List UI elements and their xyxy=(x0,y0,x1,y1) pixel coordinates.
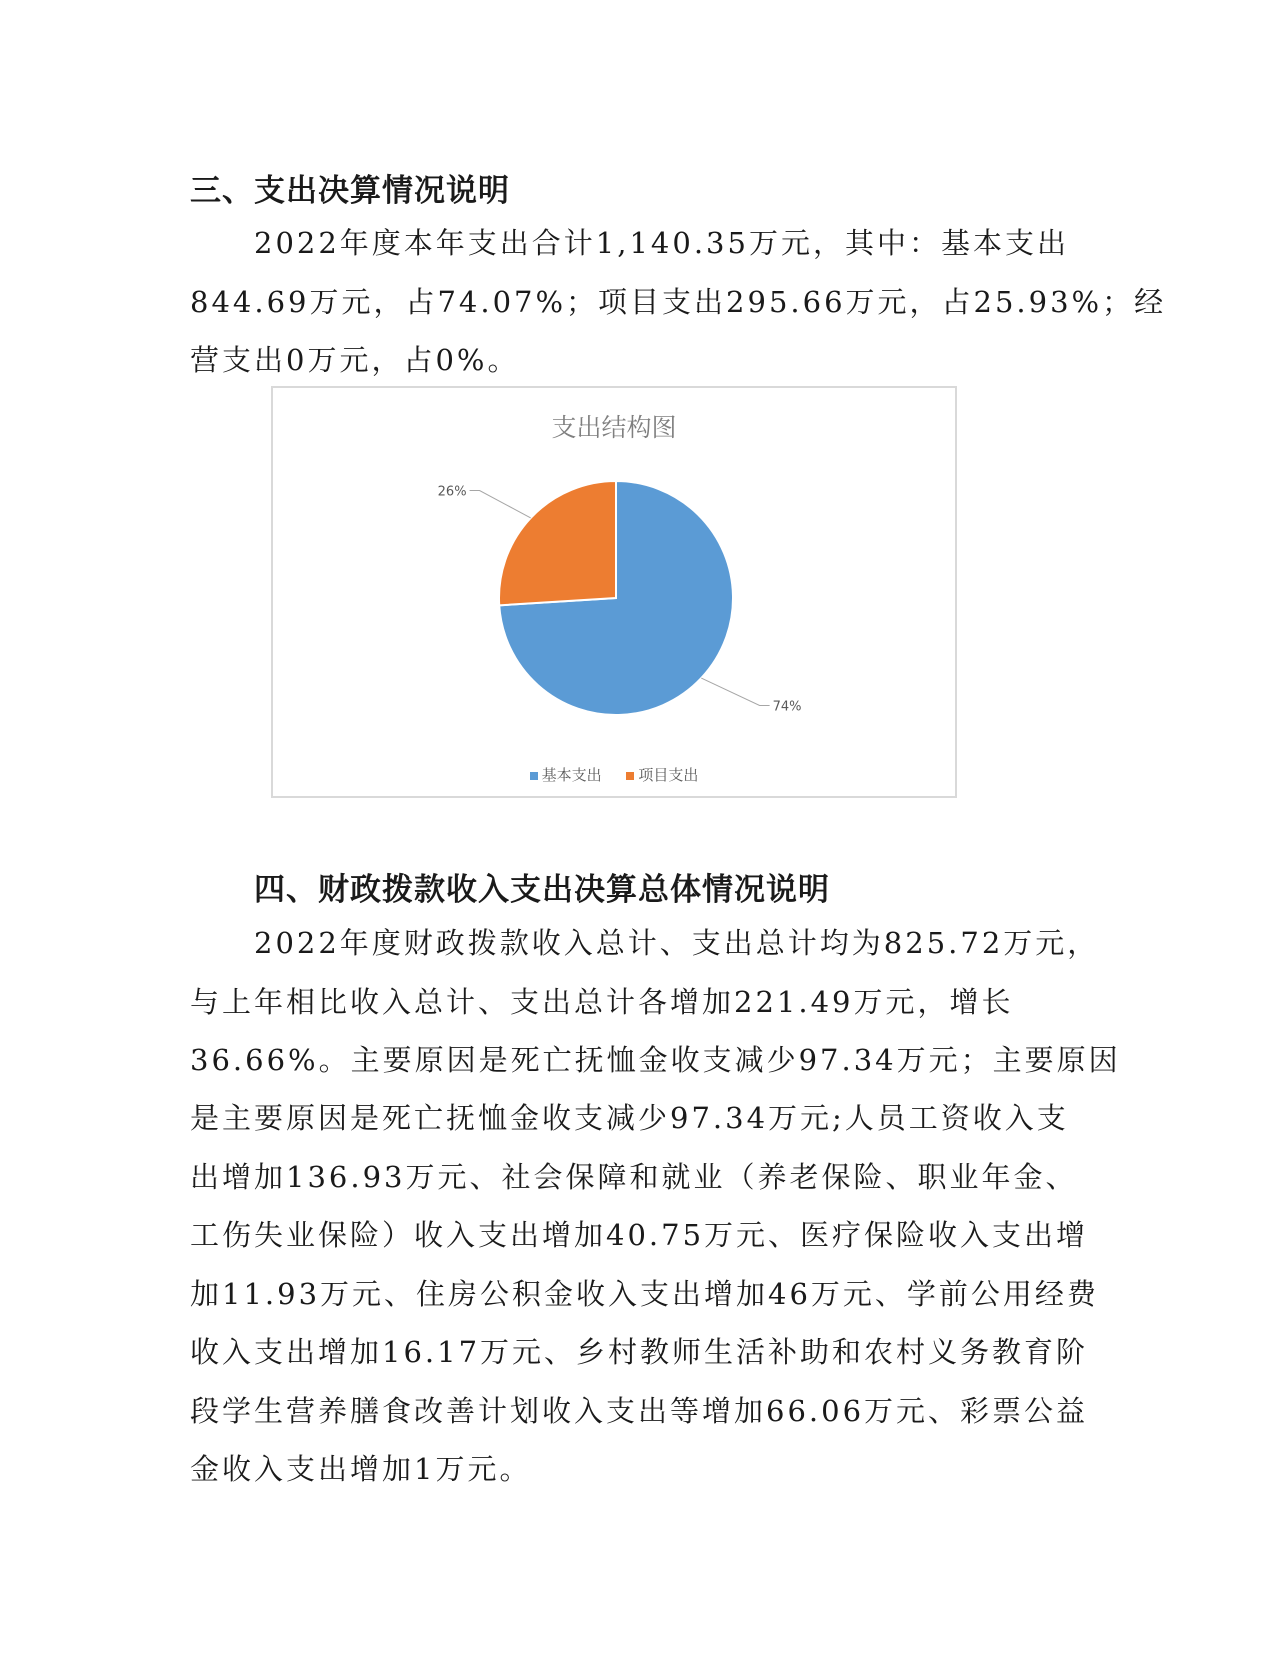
leader-line-1 xyxy=(470,491,531,518)
legend-label-basic: 基本支出 xyxy=(541,766,602,784)
legend-swatch-project xyxy=(626,772,634,780)
leader-line-0 xyxy=(701,678,769,705)
pie-svg xyxy=(273,388,959,800)
section3-line: 营支出0万元，占0%。 xyxy=(190,343,520,377)
chart-legend xyxy=(273,764,955,785)
section3-line: 2022年度本年支出合计1,140.35万元，其中：基本支出 xyxy=(254,226,1069,260)
section4-line: 段学生营养膳食改善计划收入支出等增加66.06万元、彩票公益 xyxy=(190,1394,1089,1428)
legend-item-project xyxy=(626,764,698,785)
legend-label-project: 项目支出 xyxy=(638,766,699,784)
data-label-1: 26% xyxy=(437,484,467,500)
data-label-0: 74% xyxy=(772,699,802,715)
section3-line: 844.69万元，占74.07%；项目支出295.66万元，占25.93%；经 xyxy=(190,285,1167,319)
section4-line: 与上年相比收入总计、支出总计各增加221.49万元，增长 xyxy=(190,985,1014,1019)
section4-line: 36.66%。主要原因是死亡抚恤金收支减少97.34万元；主要原因 xyxy=(190,1043,1121,1077)
chart-title: 支出结构图 xyxy=(551,413,677,442)
expenditure-pie-chart xyxy=(271,386,957,798)
pie-slice-1 xyxy=(499,481,616,605)
section4-line: 金收入支出增加1万元。 xyxy=(190,1452,532,1486)
section4-line: 是主要原因是死亡抚恤金收支减少97.34万元;人员工资收入支 xyxy=(190,1101,1069,1135)
section4-line: 工伤失业保险）收入支出增加40.75万元、医疗保险收入支出增 xyxy=(190,1218,1089,1252)
section4-heading: 四、财政拨款收入支出决算总体情况说明 xyxy=(254,872,830,908)
section4-line: 出增加136.93万元、社会保障和就业（养老保险、职业年金、 xyxy=(190,1160,1078,1194)
legend-swatch-basic xyxy=(530,772,538,780)
section4-line: 加11.93万元、住房公积金收入支出增加46万元、学前公用经费 xyxy=(190,1277,1099,1311)
section4-line: 收入支出增加16.17万元、乡村教师生活补助和农村义务教育阶 xyxy=(190,1335,1089,1369)
section4-line: 2022年度财政拨款收入总计、支出总计均为825.72万元， xyxy=(254,926,1100,960)
section3-heading: 三、支出决算情况说明 xyxy=(190,173,510,209)
legend-item-basic xyxy=(530,764,602,785)
